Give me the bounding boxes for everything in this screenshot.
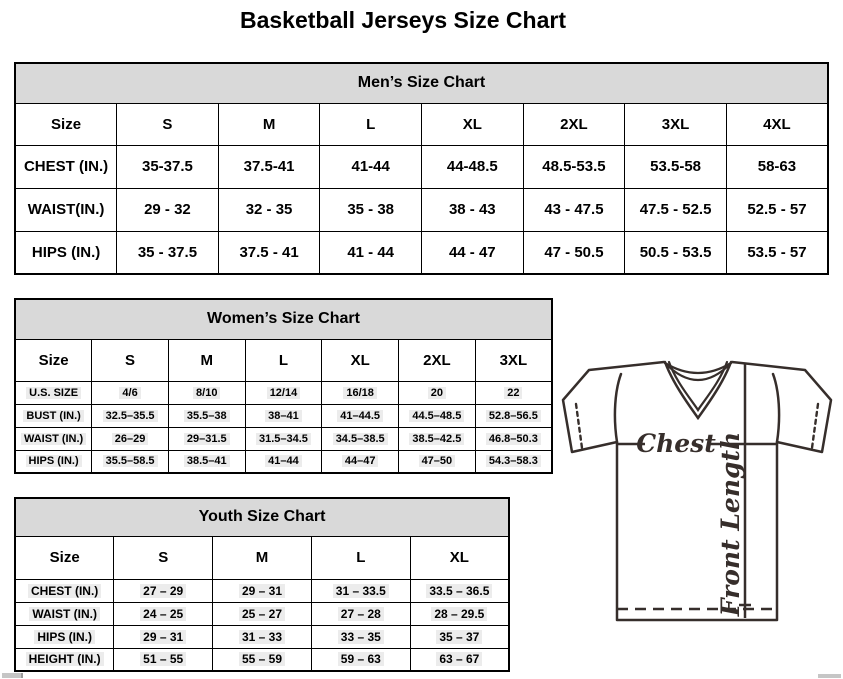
cell-value: 29–31.5 — [184, 433, 230, 445]
cell-value: 55 – 59 — [239, 652, 285, 666]
table-row — [15, 625, 509, 648]
value-cell — [422, 188, 524, 231]
cell-value: 33 – 35 — [338, 630, 384, 644]
value-cell — [320, 145, 422, 188]
value-cell — [114, 579, 213, 602]
cell-value: 27 – 28 — [338, 607, 384, 621]
cell-value: 38–41 — [265, 410, 302, 422]
cell-value: 27 – 29 — [140, 584, 186, 598]
cell-value: 44–47 — [342, 455, 379, 467]
size-header-cell: 3XL — [475, 339, 552, 381]
row-label: HIPS (IN.) — [34, 630, 95, 644]
value-cell — [475, 404, 552, 427]
cell-value: 41–44.5 — [337, 410, 383, 422]
mens-size-chart-table — [14, 62, 829, 275]
jersey-outline — [563, 362, 831, 620]
cell-value: 33.5 – 36.5 — [426, 584, 492, 598]
value-cell — [625, 145, 727, 188]
size-header-cell: M — [168, 339, 245, 381]
value-cell — [218, 231, 320, 274]
size-header-cell: M — [213, 536, 312, 579]
cell-value: 29 - 32 — [144, 201, 191, 218]
size-header-cell: Size — [15, 339, 92, 381]
value-cell — [422, 145, 524, 188]
value-cell — [213, 579, 312, 602]
size-header-cell: S — [92, 339, 169, 381]
row-label: BUST (IN.) — [23, 410, 83, 422]
value-cell — [475, 450, 552, 473]
cell-value: 59 – 63 — [338, 652, 384, 666]
cell-value: 58-63 — [757, 158, 797, 175]
cell-value: 16/18 — [343, 387, 377, 399]
row-label: WAIST(IN.) — [27, 201, 105, 218]
row-label-cell — [15, 231, 117, 274]
size-header-cell: XL — [422, 103, 524, 145]
value-cell — [213, 648, 312, 671]
size-header-cell: M — [218, 103, 320, 145]
row-label-cell — [15, 145, 117, 188]
cell-value: 35 - 38 — [347, 201, 395, 218]
jersey-measurement-diagram — [555, 356, 843, 641]
cell-value: 50.5 - 53.5 — [639, 243, 712, 261]
cell-value: 34.5–38.5 — [333, 433, 388, 445]
value-cell — [168, 427, 245, 450]
cell-value: 41-44 — [351, 158, 390, 175]
page-title: Basketball Jerseys Size Chart — [239, 7, 566, 33]
cell-value: 41 - 44 — [347, 243, 395, 261]
value-cell — [410, 625, 509, 648]
cell-value: 35-37.5 — [142, 158, 193, 175]
row-label-cell — [15, 404, 92, 427]
value-cell — [114, 625, 213, 648]
table-row — [15, 145, 828, 188]
cell-value: 54.3–58.3 — [486, 455, 541, 467]
cell-value: 37.5 - 41 — [239, 243, 299, 261]
row-label-cell — [15, 188, 117, 231]
size-header-cell: 2XL — [523, 103, 625, 145]
table-row — [15, 381, 552, 404]
row-label-cell — [15, 427, 92, 450]
cell-value: 4/6 — [119, 387, 140, 399]
value-cell — [410, 648, 509, 671]
cell-value: 24 – 25 — [140, 607, 186, 621]
value-cell — [218, 188, 320, 231]
row-label: WAIST (IN.) — [29, 607, 100, 621]
youth-size-chart-table — [14, 497, 510, 672]
cell-value: 32.5–35.5 — [103, 410, 158, 422]
value-cell — [523, 231, 625, 274]
row-label-cell — [15, 579, 114, 602]
size-header-cell: S — [117, 103, 219, 145]
cell-value: 52.5 - 57 — [747, 201, 807, 218]
cell-value: 29 – 31 — [140, 630, 186, 644]
cell-value: 12/14 — [267, 387, 301, 399]
jersey-icon — [555, 356, 843, 641]
value-cell — [245, 404, 322, 427]
cell-value: 47 - 50.5 — [544, 243, 604, 261]
value-cell — [726, 145, 828, 188]
value-cell — [399, 404, 476, 427]
row-label-cell — [15, 648, 114, 671]
cell-value: 20 — [428, 387, 446, 399]
value-cell — [399, 450, 476, 473]
size-header-cell: Size — [15, 103, 117, 145]
size-header-cell: 2XL — [399, 339, 476, 381]
table-row — [15, 188, 828, 231]
cell-value: 53.5 - 57 — [747, 243, 807, 261]
cell-value: 35 - 37.5 — [137, 243, 198, 261]
cell-value: 22 — [504, 387, 522, 399]
value-cell — [117, 231, 219, 274]
value-cell — [322, 404, 399, 427]
cell-value: 43 - 47.5 — [544, 201, 604, 218]
size-header-cell: L — [245, 339, 322, 381]
row-label: U.S. SIZE — [26, 387, 81, 399]
size-header-cell: 4XL — [726, 103, 828, 145]
cell-value: 35.5–38 — [184, 410, 230, 422]
cell-value: 8/10 — [193, 387, 220, 399]
value-cell — [311, 648, 410, 671]
value-cell — [726, 188, 828, 231]
scrollbar-fragment-right — [818, 674, 841, 678]
value-cell — [168, 450, 245, 473]
value-cell — [320, 231, 422, 274]
cell-value: 47–50 — [419, 455, 456, 467]
cell-value: 28 – 29.5 — [431, 607, 487, 621]
value-cell — [114, 602, 213, 625]
cell-value: 32 - 35 — [245, 201, 293, 218]
cell-value: 44 - 47 — [448, 243, 496, 261]
value-cell — [218, 145, 320, 188]
cell-value: 53.5-58 — [650, 158, 701, 175]
value-cell — [168, 404, 245, 427]
cell-value: 38.5–41 — [184, 455, 230, 467]
value-cell — [311, 602, 410, 625]
value-cell — [92, 427, 169, 450]
value-cell — [213, 602, 312, 625]
cell-value: 35 – 37 — [436, 630, 482, 644]
value-cell — [320, 188, 422, 231]
row-label: WAIST (IN.) — [21, 433, 86, 445]
value-cell — [213, 625, 312, 648]
row-label-cell — [15, 381, 92, 404]
value-cell — [168, 381, 245, 404]
value-cell — [475, 381, 552, 404]
value-cell — [117, 145, 219, 188]
womens_chart-title: Women’s Size Chart — [15, 299, 552, 339]
row-label-cell — [15, 450, 92, 473]
value-cell — [311, 625, 410, 648]
value-cell — [311, 579, 410, 602]
cell-value: 35.5–58.5 — [103, 455, 158, 467]
row-label: CHEST (IN.) — [23, 158, 109, 175]
size-header-cell: L — [320, 103, 422, 145]
cell-value: 63 – 67 — [436, 652, 482, 666]
cell-value: 31 – 33 — [239, 630, 285, 644]
value-cell — [410, 579, 509, 602]
value-cell — [322, 450, 399, 473]
size-header-cell: Size — [15, 536, 114, 579]
cell-value: 31 – 33.5 — [333, 584, 389, 598]
row-label: HIPS (IN.) — [31, 243, 101, 261]
table-row — [15, 579, 509, 602]
cell-value: 51 – 55 — [140, 652, 186, 666]
table-row — [15, 231, 828, 274]
cell-value: 31.5–34.5 — [256, 433, 311, 445]
chest-label: Chest — [636, 429, 716, 458]
womens-size-chart-table — [14, 298, 553, 474]
row-label: CHEST (IN.) — [28, 584, 101, 598]
row-label-cell — [15, 602, 114, 625]
front-length-label: Front Length — [716, 431, 745, 617]
value-cell — [245, 450, 322, 473]
value-cell — [245, 381, 322, 404]
size-header-cell: 3XL — [625, 103, 727, 145]
table-row — [15, 404, 552, 427]
value-cell — [114, 648, 213, 671]
cell-value: 37.5-41 — [243, 158, 295, 175]
cell-value: 48.5-53.5 — [542, 158, 606, 175]
cell-value: 25 – 27 — [239, 607, 285, 621]
youth_chart-title: Youth Size Chart — [15, 498, 509, 536]
value-cell — [523, 188, 625, 231]
cell-value: 44-48.5 — [446, 158, 498, 175]
size-header-cell: S — [114, 536, 213, 579]
value-cell — [245, 427, 322, 450]
value-cell — [410, 602, 509, 625]
cell-value: 38.5–42.5 — [409, 433, 464, 445]
mens_chart-title: Men’s Size Chart — [15, 63, 828, 103]
table-row — [15, 648, 509, 671]
value-cell — [322, 427, 399, 450]
cell-value: 44.5–48.5 — [409, 410, 464, 422]
row-label-cell — [15, 625, 114, 648]
value-cell — [322, 381, 399, 404]
cell-value: 41–44 — [265, 455, 302, 467]
value-cell — [399, 381, 476, 404]
size-header-cell: XL — [410, 536, 509, 579]
value-cell — [399, 427, 476, 450]
row-label: HIPS (IN.) — [26, 455, 82, 467]
value-cell — [92, 450, 169, 473]
cell-value: 52.8–56.5 — [486, 410, 541, 422]
size-header-cell: L — [311, 536, 410, 579]
table-row — [15, 602, 509, 625]
value-cell — [475, 427, 552, 450]
cell-value: 38 - 43 — [448, 201, 496, 218]
row-label: HEIGHT (IN.) — [26, 652, 104, 666]
cell-value: 26–29 — [112, 433, 149, 445]
value-cell — [117, 188, 219, 231]
value-cell — [92, 381, 169, 404]
table-row — [15, 427, 552, 450]
value-cell — [92, 404, 169, 427]
value-cell — [523, 145, 625, 188]
value-cell — [422, 231, 524, 274]
value-cell — [625, 188, 727, 231]
value-cell — [726, 231, 828, 274]
scrollbar-fragment-left — [2, 673, 23, 678]
cell-value: 47.5 - 52.5 — [639, 201, 712, 218]
value-cell — [625, 231, 727, 274]
size-header-cell: XL — [322, 339, 399, 381]
table-row — [15, 450, 552, 473]
cell-value: 29 – 31 — [239, 584, 285, 598]
cell-value: 46.8–50.3 — [486, 433, 541, 445]
